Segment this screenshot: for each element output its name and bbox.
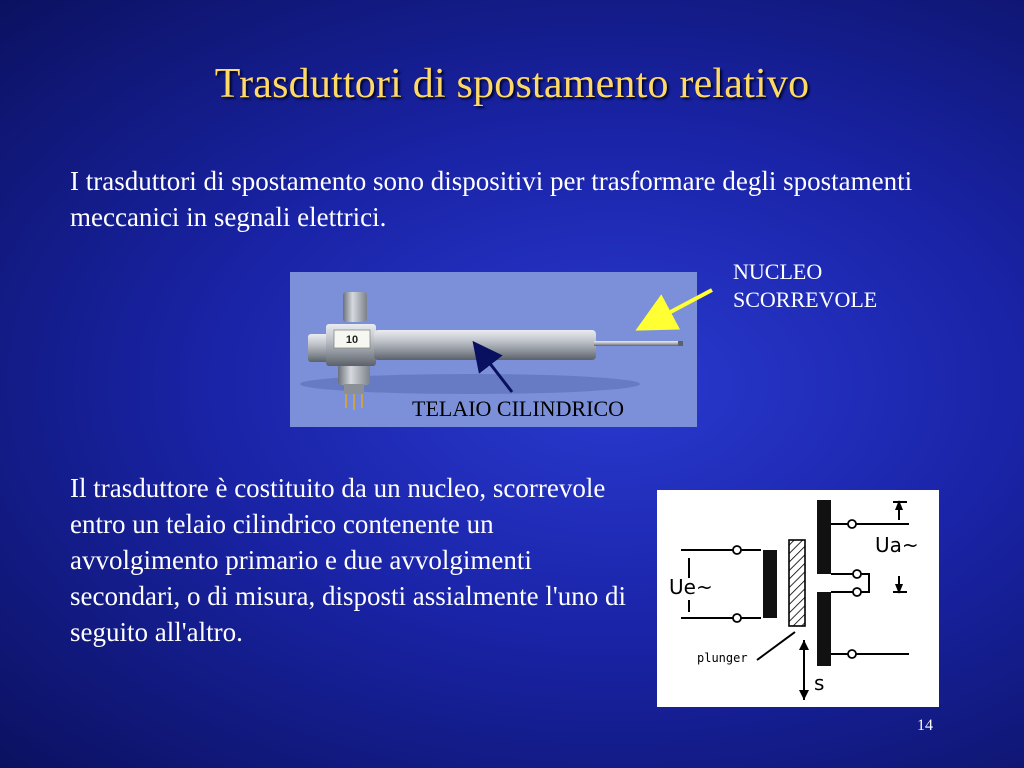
nucleo-label bbox=[733, 258, 877, 314]
ua-label: Ua~ bbox=[875, 533, 919, 557]
nucleo-label-line2: SCORREVOLE bbox=[733, 287, 878, 312]
telaio-label: TELAIO CILINDRICO bbox=[412, 396, 625, 421]
plunger-label: plunger bbox=[697, 651, 748, 665]
s-label: s bbox=[814, 671, 825, 695]
ue-label: Ue~ bbox=[669, 575, 713, 599]
description-paragraph: Il trasduttore è costituito da un nucleo, scorrevole entro un telaio cilindrico contenente un avvolgimento primario e due avvolgimenti secondari, o di misura, disposti assialmente l'uno di seguito all'altro. bbox=[70, 473, 627, 647]
page-number: 14 bbox=[917, 717, 933, 734]
intro-paragraph: I trasduttori di spostamento sono dispositivi per trasformare degli spostamenti meccanici in segnali elettrici. bbox=[70, 166, 913, 232]
lvdt-schematic bbox=[657, 490, 939, 707]
slide-title: Trasduttori di spostamento relativo bbox=[214, 61, 810, 107]
number-tag: 10 bbox=[345, 334, 359, 346]
lvdt-schematic-drawing bbox=[657, 490, 939, 707]
nucleo-label-line1: NUCLEO bbox=[733, 259, 823, 284]
